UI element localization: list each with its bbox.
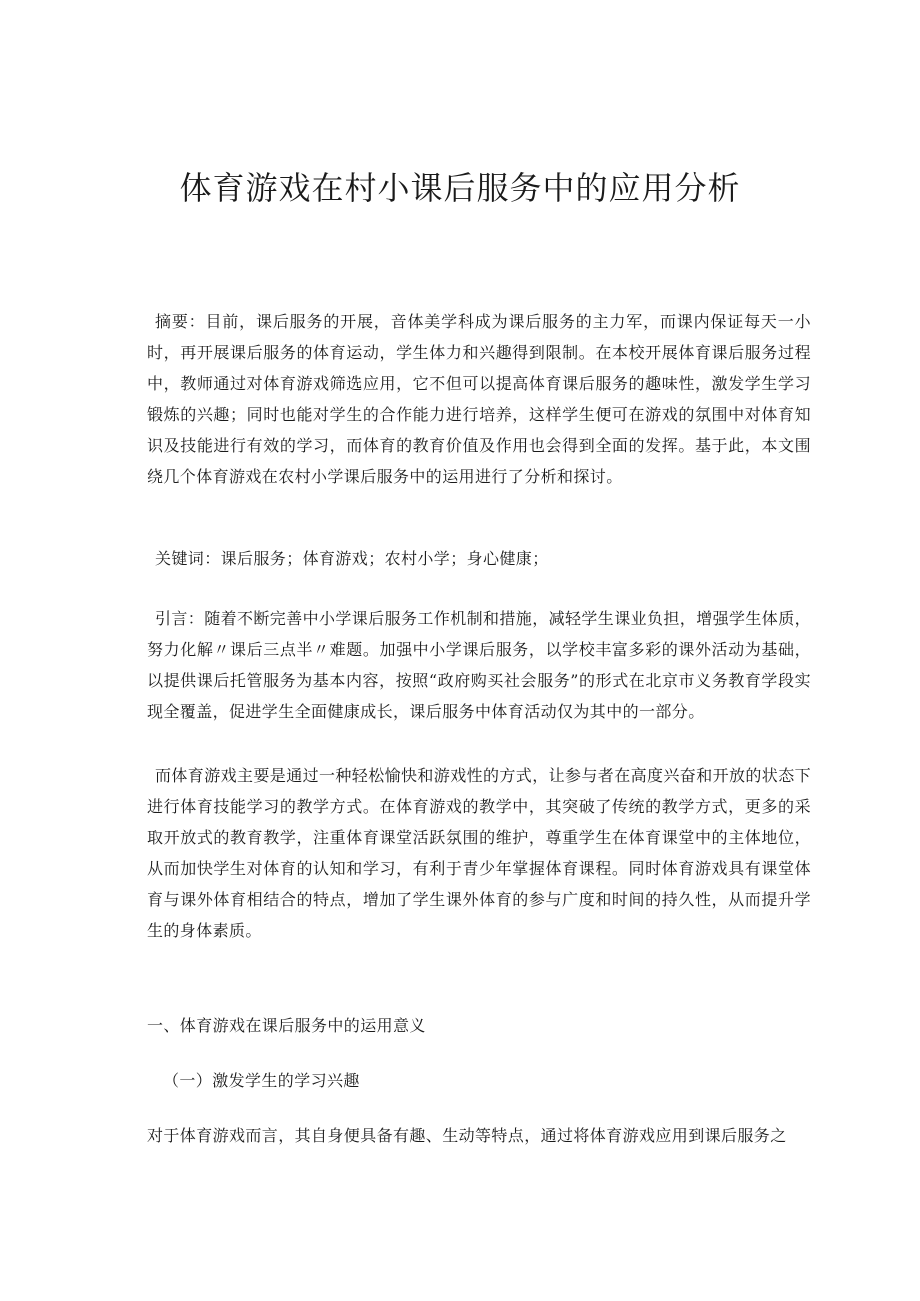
abstract-paragraph: 摘要：目前，课后服务的开展，音体美学科成为课后服务的主力军，而课内保证每天一小时，再开展课后服务的体育运动，学生体力和兴趣得到限制。在本校开展体育课后服务过程中，教师通过对体育游戏筛选应用，它不但可以提高体育课后服务的趣味性，激发学生学习锻炼的兴趣；同时也能对学生的合作能力进行培养，这样学生便可在游戏的氛围中对体育知识及技能进行有效的学习，而体育的教育价值及作用也会得到全面的发挥。基于此，本文围绕几个体育游戏在农村小学课后服务中的运用进行了分析和探讨。 [147, 312, 811, 486]
keywords-paragraph: 关键词：课后服务；体育游戏；农村小学；身心健康； [155, 549, 549, 568]
section-heading: 一、体育游戏在课后服务中的运用意义 [147, 1016, 426, 1035]
body-paragraph: 而体育游戏主要是通过一种轻松愉快和游戏性的方式，让参与者在高度兴奋和开放的状态下进行体育技能学习的教学方式。在体育游戏的教学中，其突破了传统的教学方式，更多的采取开放式的教育教学，注重体育课堂活跃氛围的维护，尊重学生在体育课堂中的主体地位，从而加快学生对体育的认知和学习，有利于青少年掌握体育课程。同时体育游戏具有课堂体育与课外体育相结合的特点，增加了学生课外体育的参与广度和时间的持久性，从而提升学生的身体素质。 [147, 766, 812, 940]
subsection-heading: （一）激发学生的学习兴趣 [163, 1071, 360, 1090]
body-paragraph-continued: 对于体育游戏而言，其自身便具备有趣、生动等特点，通过将体育游戏应用到课后服务之 [147, 1126, 787, 1145]
introduction-paragraph: 引言：随着不断完善中小学课后服务工作机制和措施，减轻学生课业负担，增强学生体质，努力化解〃课后三点半〃难题。加强中小学课后服务，以学校丰富多彩的课外活动为基础，以提供课后托管服务为基本内容，按照“政府购买社会服务”的形式在北京市义务教育学段实现全覆盖，促进学生全面健康成长，课后服务中体育活动仅为其中的一部分。 [147, 609, 812, 721]
document-title: 体育游戏在村小课后服务中的应用分析 [179, 169, 741, 207]
